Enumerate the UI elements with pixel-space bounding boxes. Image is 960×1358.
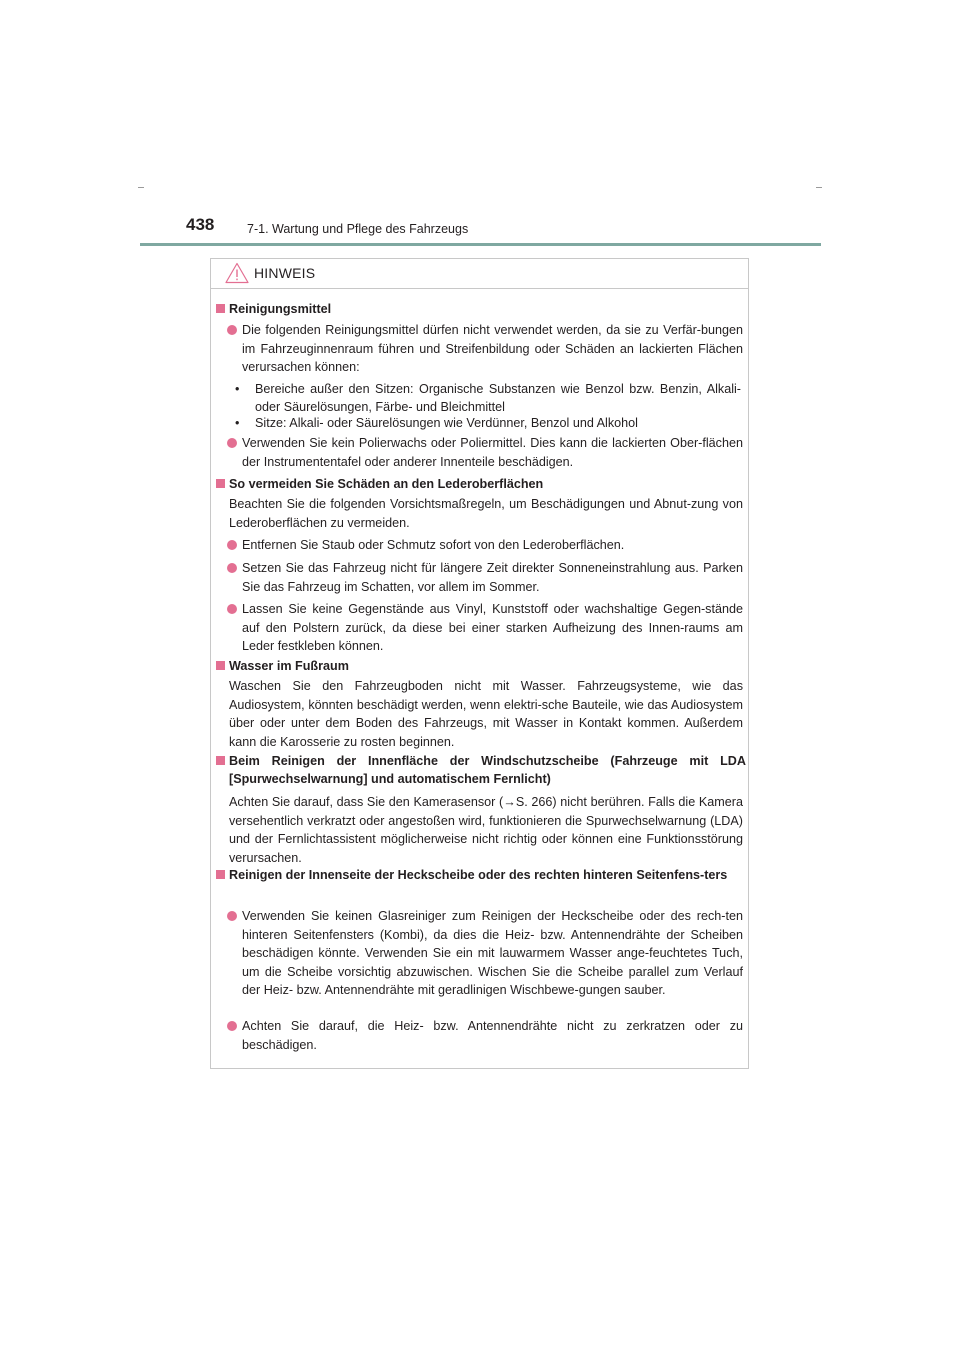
section-heading: Wasser im Fußraum xyxy=(216,657,746,675)
circle-bullet-icon xyxy=(227,911,237,921)
notice-title: HINWEIS xyxy=(254,265,316,281)
section-heading: Reinigungsmittel xyxy=(216,300,746,318)
section-heading: So vermeiden Sie Schäden an den Lederoberflächen xyxy=(216,475,746,493)
sub-item: • Sitze: Alkali- oder Säurelösungen wie Verdünner, Benzol und Alkohol xyxy=(235,416,638,430)
circle-bullet-icon xyxy=(227,1021,237,1031)
section-heading: Reinigen der Innenseite der Heckscheibe oder des rechten hinteren Seitenfens-ters xyxy=(216,866,746,884)
warning-triangle-icon xyxy=(225,262,249,284)
section-title: 7-1. Wartung und Pflege des Fahrzeugs xyxy=(247,222,469,236)
section-intro: Beachten Sie die folgenden Vorsichtsmaßregeln, um Beschädigungen und Abnut-zung von Lederoberflächen zu vermeiden. xyxy=(229,497,743,530)
notice-header xyxy=(211,259,748,289)
section-text: Achten Sie darauf, dass Sie den Kamerasensor (→S. 266) nicht berühren. Falls die Kamera versehentlich verkratzt oder angestoßen wird, funktionieren die Spurwechselwarnung (LDA) und der Fernlichtassistent möglicherweise nicht richtig oder können eine Funktionsstörung verursachen. xyxy=(229,795,743,865)
circle-bullet-icon xyxy=(227,563,237,573)
sub-item: • Bereiche außer den Sitzen: Organische Substanzen wie Benzol bzw. Benzin, Alkali- oder Säurelösungen, Färbe- und Bleichmittel xyxy=(235,382,741,414)
square-bullet-icon xyxy=(216,756,225,765)
bullet-item: Die folgenden Reinigungsmittel dürfen nicht verwendet werden, da sie zu Verfär-bungen im Fahrzeuginnenraum führen und Streifenbildung oder Schäden an lackierten Flächen verursachen können: xyxy=(227,321,743,377)
bullet-item: Setzen Sie das Fahrzeug nicht für längere Zeit direkter Sonneneinstrahlung aus. Parken Sie das Fahrzeug im Schatten, vor allem im Sommer. xyxy=(227,559,743,596)
bullet-item: Entfernen Sie Staub oder Schmutz sofort von den Lederoberflächen. xyxy=(227,536,743,555)
section-text: Waschen Sie den Fahrzeugboden nicht mit Wasser. Fahrzeugsysteme, wie das Audiosystem, könnten beschädigt werden, wenn elektri-sche Bauteile, wie das Audiosystem über oder unter dem Boden des Fahrzeugs, mit Wasser in Kontakt kommen. Außerdem kann die Karosserie zu rosten beginnen. xyxy=(229,679,743,749)
notice-body xyxy=(211,288,748,1068)
circle-bullet-icon xyxy=(227,438,237,448)
bullet-item: Achten Sie darauf, die Heiz- bzw. Antennendrähte nicht zu zerkratzen oder zu beschädigen. xyxy=(227,1017,743,1054)
bullet-item: Lassen Sie keine Gegenstände aus Vinyl, Kunststoff oder wachshaltige Gegen-stände auf den Polstern zurück, da diese bei einer starken Aufheizung des Innen-raums am Leder festkleben können. xyxy=(227,600,743,656)
crop-mark-right xyxy=(816,187,822,188)
section-heading: Beim Reinigen der Innenfläche der Windschutzscheibe (Fahrzeuge mit LDA [Spurwechselwarnung] und automatischem Fernlicht) xyxy=(216,752,746,788)
notice-box xyxy=(210,258,749,1069)
header-rule xyxy=(140,243,821,246)
crop-mark-left xyxy=(138,187,144,188)
page-number: 438 xyxy=(186,215,215,234)
square-bullet-icon xyxy=(216,304,225,313)
square-bullet-icon xyxy=(216,661,225,670)
bullet-item: Verwenden Sie keinen Glasreiniger zum Reinigen der Heckscheibe oder des rech-ten hinteren Seitenfensters (Kombi), da dies die Heiz- bzw. Antennendrähte der Scheiben beschädigen könnte. Verwenden Sie ein mit lauwarmem Wasser ange-feuchtetes Tuch, um die Scheibe vorsichtig abzuwischen. Wischen Sie die Scheibe parallel zum Verlauf der Heiz- bzw. Antennendrähte mit geradlinigen Wischbewe-gungen sauber. xyxy=(227,907,743,1000)
circle-bullet-icon xyxy=(227,325,237,335)
square-bullet-icon xyxy=(216,479,225,488)
bullet-item: Verwenden Sie kein Polierwachs oder Poliermittel. Dies kann die lackierten Ober-flächen der Instrumententafel oder anderer Innenteile beschädigen. xyxy=(227,434,743,471)
circle-bullet-icon xyxy=(227,540,237,550)
square-bullet-icon xyxy=(216,870,225,879)
circle-bullet-icon xyxy=(227,604,237,614)
